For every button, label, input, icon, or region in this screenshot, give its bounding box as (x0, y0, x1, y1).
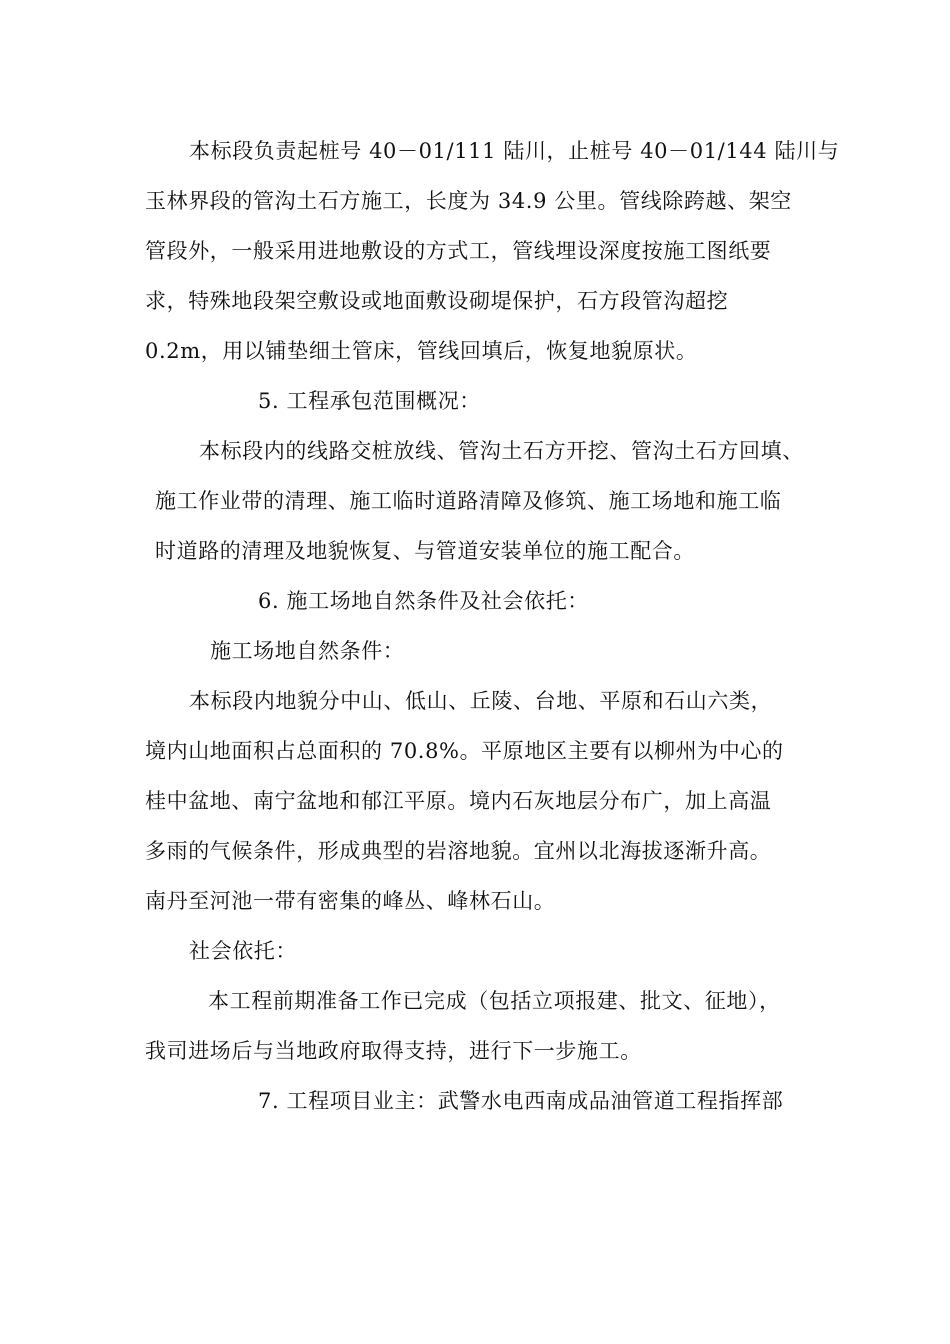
paragraph-2-line-3: 时道路的清理及地貌恢复、与管道安装单位的施工配合。 (155, 539, 695, 563)
paragraph-2-line-1: 本标段内的线路交桩放线、管沟土石方开挖、管沟土石方回填、 (199, 439, 804, 463)
paragraph-1-line-4: 求，特殊地段架空敷设或地面敷设砌堤保护，石方段管沟超挖 (145, 289, 729, 313)
paragraph-4-line-1: 本工程前期准备工作已完成（包括立项报建、批文、征地）， (208, 989, 781, 1013)
paragraph-3-line-1: 本标段内地貌分中山、低山、丘陵、台地、平原和石山六类， (189, 689, 773, 713)
section-6-heading: 6. 施工场地自然条件及社会依托： (258, 589, 589, 613)
natural-conditions-subheading: 施工场地自然条件： (210, 639, 405, 663)
paragraph-1-line-3: 管段外，一般采用进地敷设的方式工，管线埋设深度按施工图纸要 (145, 239, 772, 263)
paragraph-3-line-3: 桂中盆地、南宁盆地和郁江平原。境内石灰地层分布广，加上高温 (145, 789, 772, 813)
paragraph-2-line-2: 施工作业带的清理、施工临时道路清障及修筑、施工场地和施工临 (155, 489, 782, 513)
paragraph-1-line-2: 玉林界段的管沟土石方施工，长度为 34.9 公里。管线除跨越、架空 (145, 189, 792, 213)
paragraph-4-line-2: 我司进场后与当地政府取得支持，进行下一步施工。 (145, 1039, 642, 1063)
section-7-heading: 7. 工程项目业主：武警水电西南成品油管道工程指挥部 (258, 1089, 784, 1113)
paragraph-1-line-5: 0.2m，用以铺垫细土管床，管线回填后，恢复地貌原状。 (145, 339, 698, 363)
paragraph-3-line-5: 南丹至河池一带有密集的峰丛、峰林石山。 (145, 889, 556, 913)
paragraph-3-line-4: 多雨的气候条件，形成典型的岩溶地貌。宜州以北海拔逐渐升高。 (145, 839, 772, 863)
social-support-subheading: 社会依托： (189, 939, 297, 963)
section-5-heading: 5. 工程承包范围概况： (258, 389, 481, 413)
paragraph-1-line-1: 本标段负责起桩号 40－01/111 陆川，止桩号 40－01/144 陆川与 (189, 139, 840, 163)
paragraph-3-line-2: 境内山地面积占总面积的 70.8%。平原地区主要有以柳州为中心的 (145, 739, 784, 763)
